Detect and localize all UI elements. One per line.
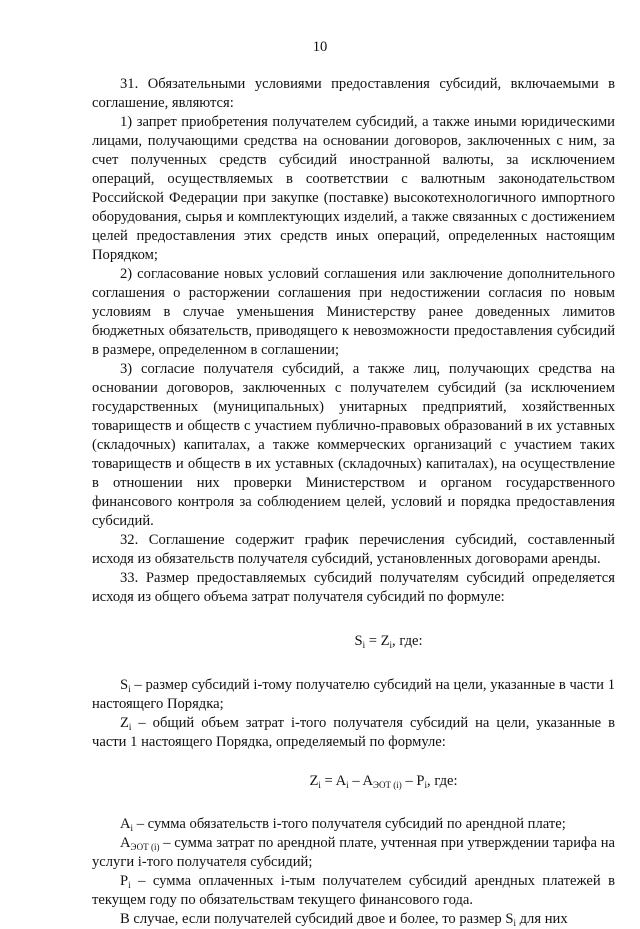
formula2-eq: = A: [320, 773, 347, 789]
paragraph-31-item-1: 1) запрет приобретения получателем субсидий, а также иными юридическими лицами, получающими средства на основании договоров, заключенных с ним, за счет полученных средств субсидий иностранной валюты, за исключением операций, осуществляемых в соответствии с валютным законодательством Российской Федерации при закупке (поставке) высокотехнологичного импортного оборудования, сырья и комплектующих изделий, а также связанных с достижением целей предоставления этих средств иных операций, определенных настоящим Порядком;: [92, 114, 615, 263]
formula2-minus1: – A: [348, 773, 373, 789]
formula2-p-sub: i: [424, 780, 428, 790]
def-z-sub: i: [128, 722, 132, 732]
def-a-text: – сумма обязательств i-того получателя субсидий по арендной плате;: [133, 816, 566, 832]
document-body: [92, 75, 615, 929]
def-s-symbol: S: [120, 677, 129, 693]
page-number: 10: [312, 39, 328, 55]
definition-aeot: [92, 834, 615, 872]
formula2-lhs: Z: [309, 773, 319, 789]
paragraph-32: 32. Соглашение содержит график перечисления субсидий, составленный исходя из обязательств получателя субсидий, установленных договорами аренды.: [92, 532, 615, 567]
def-aeot-symbol: A: [120, 835, 131, 851]
last-text: В случае, если получателей субсидий двое и более, то размер S: [120, 911, 514, 927]
def-aeot-text: – сумма затрат по арендной плате, учтенная при утверждении тарифа на услуги i-того получателя субсидий;: [92, 835, 615, 870]
formula1-eq: = Z: [365, 633, 390, 649]
paragraph-31-item-2: 2) согласование новых условий соглашения или заключение дополнительного соглашения о расторжении соглашения при недостижении согласия по новым условиям в случае уменьшения Министерству ранее доведенных лимитов бюджетных обязательств, приводящего к невозможности предоставления субсидий в размере, определенном в соглашении;: [92, 266, 615, 358]
paragraph-31-item-3: 3) согласие получателя субсидий, а также лиц, получающих средства на основании договоров, заключенных с получателем субсидий (за исключением государственных (муниципальных) унитарных предприятий, хозяйственных товариществ и обществ с участием публично-правовых образований в их уставных (складочных) капиталах, а также коммерческих организаций с участием таких товариществ и обществ в их уставных (складочных) капиталах), на осуществление в отношении них проверки Министерством и органом государственного финансового контроля за соблюдением целей, условий и порядка предоставления субсидий.: [92, 361, 615, 529]
definition-s: [92, 676, 615, 714]
last-tail: для них: [515, 911, 568, 927]
last-sub: i: [513, 918, 516, 928]
def-z-symbol: Z: [120, 715, 129, 731]
def-z-text: – общий объем затрат i-того получателя субсидий на цели, указанные в части 1 настоящего Порядка, определяемый по формуле:: [92, 715, 615, 750]
paragraph-multiple-recipients: [92, 910, 615, 929]
def-aeot-sub: ЭОТ (i): [130, 842, 160, 852]
formula2-minus2: – P: [401, 773, 425, 789]
formula1-lhs-sub: i: [362, 640, 366, 650]
formula2-lhs-sub: i: [318, 780, 321, 790]
definition-z: [92, 714, 615, 752]
formula2-aeot-sub: ЭОТ (i): [373, 780, 402, 790]
def-p-sub: i: [128, 880, 131, 890]
formula1-rhs-sub: i: [389, 640, 393, 650]
def-s-text: – размер субсидий i-тому получателю субсидий на цели, указанные в части 1 настоящего Порядка;: [92, 677, 615, 712]
def-p-text: – сумма оплаченных i-тым получателем субсидий арендных платежей в текущем году по обязательствам текущего финансового года.: [92, 873, 615, 908]
paragraph-31: 31. Обязательными условиями предоставления субсидий, включаемыми в соглашение, являются:: [92, 76, 615, 111]
formula-total-costs: [92, 772, 615, 791]
def-s-sub: i: [128, 684, 131, 694]
formula1-tail: , где:: [392, 633, 423, 649]
def-a-sub: i: [130, 823, 134, 833]
formula2-a-sub: i: [346, 780, 349, 790]
def-a-symbol: A: [120, 816, 131, 832]
definition-a: [92, 815, 615, 834]
def-p-symbol: P: [120, 873, 129, 889]
paragraph-33: 33. Размер предоставляемых субсидий получателям субсидий определяется исходя из общего объема затрат получателя субсидий по формуле:: [92, 570, 615, 605]
formula2-tail: , где:: [427, 773, 458, 789]
definition-p: [92, 872, 615, 910]
formula-subsidy-size: [92, 632, 615, 651]
formula1-lhs: S: [354, 633, 363, 649]
